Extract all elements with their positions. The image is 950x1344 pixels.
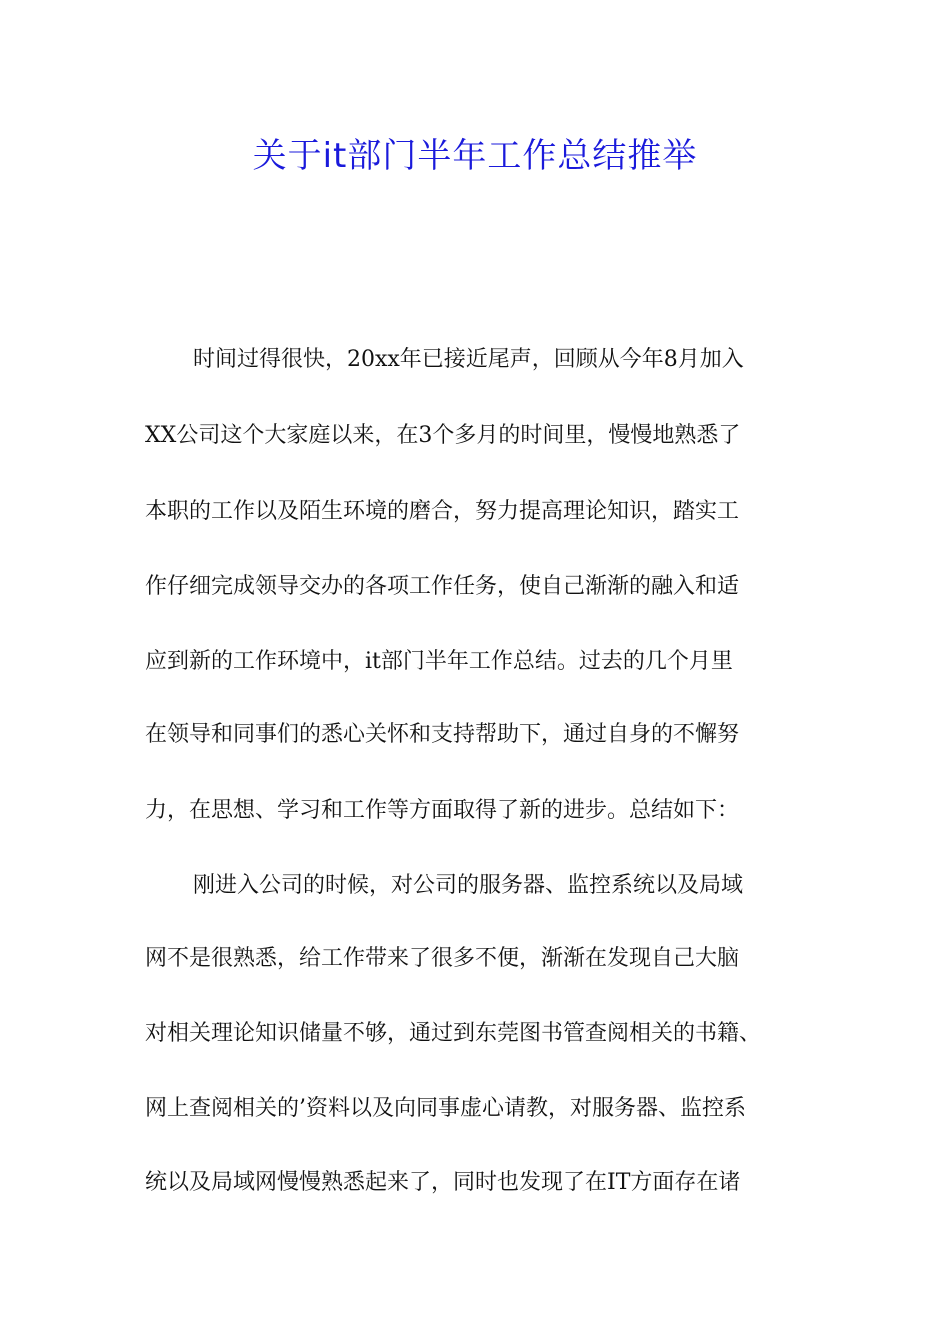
paragraph-line: 刚进入公司的时候，对公司的服务器、监控系统以及局域 [193,873,744,898]
paragraph-line: 时间过得很快，20xx年已接近尾声，回顾从今年8月加入 [193,347,744,372]
paragraph-line: 对相关理论知识储量不够，通过到东莞图书管查阅相关的书籍、 [145,1021,762,1046]
paragraph-line: 统以及局域网慢慢熟悉起来了，同时也发现了在IT方面存在诸 [145,1170,741,1195]
paragraph-line: 作仔细完成领导交办的各项工作任务，使自己渐渐的融入和适 [145,574,740,599]
paragraph-line: 力，在思想、学习和工作等方面取得了新的进步。总结如下： [145,798,740,823]
paragraph-line: XX公司这个大家庭以来，在3个多月的时间里，慢慢地熟悉了 [145,423,741,448]
paragraph-line: 应到新的工作环境中，it部门半年工作总结。过去的几个月里 [145,649,733,674]
paragraph-line: 本职的工作以及陌生环境的磨合，努力提高理论知识，踏实工 [145,499,740,524]
document-title: 关于it部门半年工作总结推举 [252,136,698,176]
paragraph-line: 网上查阅相关的’资料以及向同事虚心请教，对服务器、监控系 [145,1096,746,1121]
paragraph-line: 在领导和同事们的悉心关怀和支持帮助下，通过自身的不懈努 [145,722,740,747]
paragraph-line: 网不是很熟悉，给工作带来了很多不便，渐渐在发现自己大脑 [145,946,740,971]
